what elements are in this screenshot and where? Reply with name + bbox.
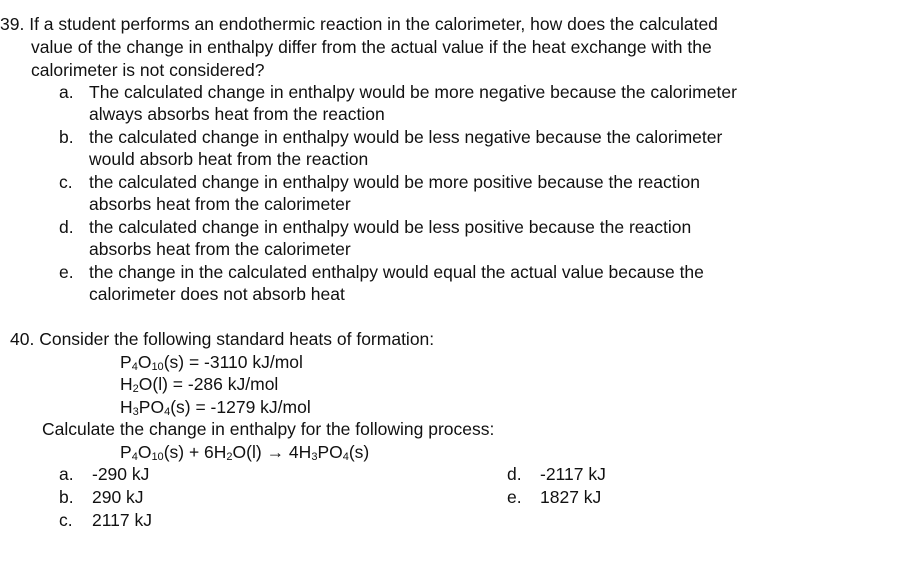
q39-option-b-text: the calculated change in enthalpy would be less negative because the calorimeter bbox=[89, 127, 723, 147]
formula-subscript: 2 bbox=[132, 383, 139, 395]
q39-stem-text-1: If a student performs an endothermic reaction in the calorimeter, how does the calculated bbox=[29, 14, 718, 34]
q40-answer-c bbox=[59, 509, 152, 531]
formula-part: (s) bbox=[163, 352, 185, 372]
reaction-arrow: → 4 bbox=[261, 442, 299, 462]
q40-answer-a-value: -290 kJ bbox=[92, 464, 150, 484]
q40-number: 40. bbox=[10, 329, 35, 349]
formula-subscript: 4 bbox=[131, 361, 138, 373]
q40-answer-e-letter: e. bbox=[507, 487, 522, 507]
heat-value: = -3110 kJ/mol bbox=[184, 352, 303, 372]
q39-option-b-line2: would absorb heat from the reaction bbox=[89, 149, 369, 169]
formula-part: P bbox=[120, 442, 132, 462]
q40-stem bbox=[10, 328, 434, 350]
heat-formation-h3po4 bbox=[120, 396, 311, 418]
formula-subscript: 3 bbox=[311, 451, 318, 463]
q39-option-c-line2: absorbs heat from the calorimeter bbox=[89, 194, 351, 214]
q40-answer-b-value: 290 kJ bbox=[92, 487, 144, 507]
formula-subscript: 4 bbox=[164, 406, 171, 418]
formula-part: (s) bbox=[170, 397, 191, 417]
q40-answer-e bbox=[507, 486, 601, 508]
q40-answer-d-letter: d. bbox=[507, 464, 522, 484]
formula-part: P bbox=[120, 352, 132, 372]
formula-subscript: 10 bbox=[151, 451, 164, 463]
q40-answer-c-value: 2117 kJ bbox=[92, 510, 152, 530]
q40-answer-b bbox=[59, 486, 144, 508]
q39-option-c-letter: c. bbox=[59, 172, 73, 192]
plus-coefficient: + 6 bbox=[184, 442, 214, 462]
formula-part: (s) bbox=[163, 442, 185, 462]
formula-part: H bbox=[298, 442, 312, 462]
q39-option-d-letter: d. bbox=[59, 217, 74, 237]
q39-option-e-line1 bbox=[59, 261, 704, 283]
q39-option-c-line1 bbox=[59, 171, 700, 193]
q39-option-e-text: the change in the calculated enthalpy would equal the actual value because the bbox=[89, 262, 704, 282]
heat-value: = -286 kJ/mol bbox=[167, 374, 279, 394]
q39-option-e-line2: calorimeter does not absorb heat bbox=[89, 284, 345, 304]
q40-answer-b-letter: b. bbox=[59, 487, 74, 507]
q39-option-e-letter: e. bbox=[59, 262, 74, 282]
formula-part: O(l) bbox=[138, 374, 168, 394]
heat-value: = -1279 kJ/mol bbox=[190, 397, 311, 417]
q39-stem-line3: calorimeter is not considered? bbox=[31, 60, 265, 80]
q39-stem-line1 bbox=[0, 13, 718, 35]
formula-part: H bbox=[120, 374, 133, 394]
q40-stem-text: Consider the following standard heats of formation: bbox=[39, 329, 435, 349]
formula-part: PO bbox=[317, 442, 343, 462]
formula-part: H bbox=[120, 397, 133, 417]
formula-part: O bbox=[137, 442, 152, 462]
heat-formation-h2o bbox=[120, 373, 278, 395]
q39-option-c-text: the calculated change in enthalpy would be more positive because the reaction bbox=[89, 172, 700, 192]
formula-subscript: 10 bbox=[151, 361, 164, 373]
q40-calc-prompt: Calculate the change in enthalpy for the following process: bbox=[42, 419, 495, 439]
q40-answer-a bbox=[59, 463, 149, 485]
q39-option-a-letter: a. bbox=[59, 82, 74, 102]
formula-subscript: 3 bbox=[132, 406, 139, 418]
q40-answer-c-letter: c. bbox=[59, 510, 73, 530]
q39-option-d-line2: absorbs heat from the calorimeter bbox=[89, 239, 351, 259]
q39-option-d-text: the calculated change in enthalpy would be less positive because the reaction bbox=[89, 217, 692, 237]
q39-number: 39. bbox=[0, 14, 25, 34]
formula-part: (s) bbox=[348, 442, 370, 462]
heat-formation-p4o10 bbox=[120, 351, 303, 373]
q39-option-a-text: The calculated change in enthalpy would be more negative because the calorimeter bbox=[89, 82, 737, 102]
q40-reaction-equation bbox=[120, 441, 369, 463]
q39-option-b-letter: b. bbox=[59, 127, 74, 147]
formula-part: H bbox=[213, 442, 227, 462]
formula-part: O(l) bbox=[232, 442, 262, 462]
formula-part: PO bbox=[138, 397, 165, 417]
formula-subscript: 4 bbox=[131, 451, 138, 463]
q39-option-b-line1 bbox=[59, 126, 722, 148]
q39-option-d-line1 bbox=[59, 216, 691, 238]
formula-subscript: 2 bbox=[226, 451, 233, 463]
formula-part: O bbox=[137, 352, 152, 372]
q40-answer-a-letter: a. bbox=[59, 464, 74, 484]
q40-answer-d-value: -2117 kJ bbox=[540, 464, 606, 484]
formula-subscript: 4 bbox=[342, 451, 349, 463]
q39-option-a-line1 bbox=[59, 81, 737, 103]
q40-answer-e-value: 1827 kJ bbox=[540, 487, 602, 507]
q39-stem-line2: value of the change in enthalpy differ from the actual value if the heat exchange with the bbox=[31, 37, 712, 57]
q40-answer-d bbox=[507, 463, 606, 485]
q39-option-a-line2: always absorbs heat from the reaction bbox=[89, 104, 385, 124]
